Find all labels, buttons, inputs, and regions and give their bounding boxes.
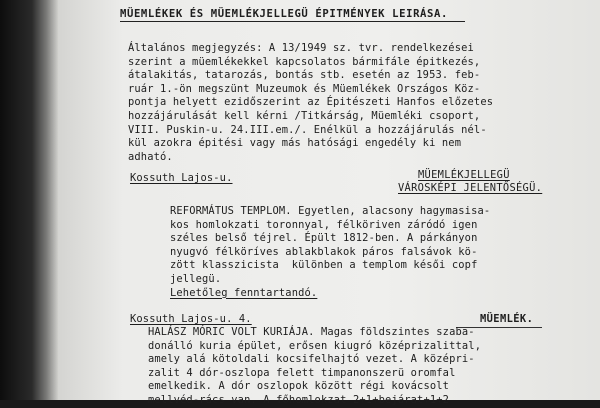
- entry2-body-line: HALÁSZ MÓRIC VOLT KURIÁJA. Magas földszintes szaba-: [148, 326, 475, 338]
- entry1-street: Kossuth Lajos-u.: [130, 172, 233, 184]
- general-note-line: átalakitás, tatarozás, bontás stb. esetén az 1953. feb-: [128, 69, 481, 82]
- entry2-body-line: emelkedik. A dór oszlopok között régi kovácsolt: [148, 380, 450, 393]
- entry2-body-line: mellvéd-rács van. A főhomlokzat 2+1+bejárat+1+2: [148, 394, 450, 406]
- general-note-line: hozzájárulását kell kérni /Titkárság, Müemléki csoport,: [128, 110, 481, 122]
- entry1-category-line2: VÁROSKÉPI JELENTŐSÉGÜ.: [398, 182, 543, 194]
- entry1-status: Lehetőleg fenntartandó.: [170, 286, 318, 299]
- title-underline: [120, 21, 465, 22]
- document-page: [58, 0, 600, 406]
- general-note-line: VIII. Puskin-u. 24.III.em./. Enélkül a hozzájárulás nél-: [128, 123, 487, 136]
- general-note-line: kül azokra épitési vagy más hatósági engedély ki nem: [128, 137, 462, 150]
- binding-shadow: [0, 0, 58, 400]
- document-title: MÜEMLÉKEK ÉS MÜEMLÉKJELLEGÜ ÉPITMÉNYEK LEIRÁSA.: [120, 8, 448, 20]
- general-note-line: pontja helyett ezidőszerint az Épitészeti Hanfos előzetes: [128, 96, 494, 109]
- general-note-line: adható.: [128, 150, 173, 163]
- entry1-body-line: jellegü.: [170, 273, 222, 285]
- entry2-body-line: amely alá kötoldali kocsifelhajtó vezet. A középri-: [148, 353, 475, 366]
- entry1-body-line: zött klasszicista különben a templom késői copf: [170, 259, 478, 272]
- entry2-body-line: donálló kuria épület, erősen kiugró középrizalittal,: [148, 339, 482, 352]
- general-note-line: Általános megjegyzés: A 13/1949 sz. tvr. rendelkezései: [128, 42, 474, 54]
- entry2-body-line: zalit 4 dór-oszlopa felett timpanonszerü oromfal: [148, 366, 456, 379]
- entry2-category: MÜEMLÉK.: [480, 313, 534, 325]
- entry1-body-line: nyugvó félköríves ablakblakok páros falsávok kö-: [170, 245, 478, 258]
- entry1-body-line: REFORMÁTUS TEMPLOM. Egyetlen, alacsony hagymasisa-: [170, 205, 491, 217]
- entry2-street: Kossuth Lajos-u. 4.: [130, 313, 252, 325]
- entry1-body-line: széles belső téjrel. Épült 1812-ben. A párkányon: [170, 232, 478, 245]
- general-note-line: szerint a müemlékekkel kapcsolatos bármifále épitkezés,: [128, 55, 481, 68]
- entry1-category-line1: MÜEMLÉKJELLEGÜ: [418, 169, 510, 181]
- general-note-line: ruár 1.-ön megszünt Muzeumok és Müemlékek Országos Köz-: [128, 82, 481, 95]
- entry1-body-line: kos homlokzati toronnyal, félköriven záródó igen: [170, 218, 478, 231]
